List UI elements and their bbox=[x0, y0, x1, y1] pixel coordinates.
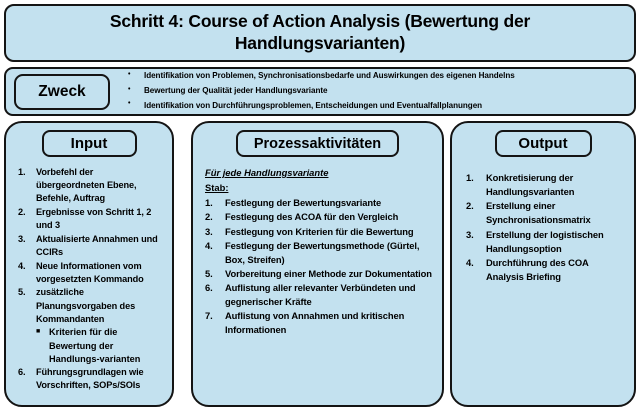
list-item-label: Vorbefehl der übergeordneten Ebene, Befehle, Auftrag bbox=[36, 167, 137, 204]
output-column bbox=[450, 121, 636, 407]
list-item-label: Festlegung der Bewertungsmethode (Gürtel, Box, Streifen) bbox=[225, 239, 420, 265]
list-marker: 2. bbox=[205, 211, 213, 223]
list-marker: 4. bbox=[205, 239, 213, 251]
list-item bbox=[12, 206, 166, 232]
list-item-label: Vorbereitung einer Methode zur Dokumentation bbox=[225, 267, 432, 279]
list-marker: 2. bbox=[466, 200, 474, 212]
purpose-bullet-list bbox=[110, 69, 634, 113]
purpose-section bbox=[4, 67, 636, 116]
list-item bbox=[199, 225, 436, 239]
list-item bbox=[12, 326, 166, 365]
list-item bbox=[458, 171, 628, 199]
purpose-label: Zweck bbox=[14, 74, 110, 110]
list-marker: 5. bbox=[205, 267, 213, 279]
list-item: • Bewertung der Qualität jeder Handlungsvariante bbox=[122, 84, 628, 99]
list-item bbox=[12, 233, 166, 259]
list-item-label: Führungsgrundlagen wie Vorschriften, SOPs/SOIs bbox=[36, 366, 144, 390]
list-marker: 3. bbox=[18, 233, 26, 244]
list-marker: 2. bbox=[18, 206, 26, 217]
list-marker: 4. bbox=[466, 256, 474, 268]
output-list bbox=[458, 171, 628, 284]
list-item-label: Kriterien für die Bewertung der Handlungs-varianten bbox=[49, 327, 141, 364]
list-item-label: Auflistung aller relevanter Verbündeten und gegnerischer Kräfte bbox=[225, 281, 416, 307]
list-item-label: Festlegung von Kriterien für die Bewertung bbox=[225, 225, 414, 237]
list-marker: 5. bbox=[18, 287, 26, 298]
list-item bbox=[12, 260, 166, 286]
list-item bbox=[12, 286, 166, 325]
list-item bbox=[12, 366, 166, 392]
list-item bbox=[199, 267, 436, 281]
list-item-label: Festlegung des ACOA für den Vergleich bbox=[225, 211, 399, 223]
list-item-label: Auflistung von Annahmen und kritischen Informationen bbox=[225, 309, 405, 335]
list-item bbox=[458, 228, 628, 256]
list-item-label: Erstellung der logistischen Handlungsoption bbox=[486, 228, 604, 254]
list-item bbox=[199, 210, 436, 224]
list-marker: 1. bbox=[18, 167, 26, 177]
list-item bbox=[458, 199, 628, 227]
list-marker: 7. bbox=[205, 309, 213, 321]
list-marker: 4. bbox=[18, 260, 26, 271]
page-title: Schritt 4: Course of Action Analysis (Bewertung der Handlungsvarianten) bbox=[109, 11, 531, 53]
process-subtitle: Für jede Handlungsvariante bbox=[205, 167, 329, 178]
process-list bbox=[199, 196, 436, 336]
list-marker: 3. bbox=[205, 225, 213, 237]
list-item-label: Festlegung der Bewertungsvariante bbox=[225, 197, 382, 209]
input-column-body bbox=[6, 157, 172, 392]
input-sublist bbox=[12, 326, 166, 365]
input-list bbox=[12, 166, 166, 326]
output-column-header: Output bbox=[495, 130, 592, 157]
process-group-label: Stab: bbox=[205, 181, 229, 193]
input-column-header: Input bbox=[42, 130, 137, 157]
list-marker: 6. bbox=[205, 281, 213, 293]
list-marker: 6. bbox=[18, 366, 26, 377]
process-column-body bbox=[193, 157, 442, 336]
list-item bbox=[199, 196, 436, 210]
title-banner bbox=[4, 4, 636, 62]
list-item-label: Erstellung einer Synchronisationsmatrix bbox=[486, 200, 591, 226]
list-item: • Identifikation von Durchführungsproblemen, Entscheidungen und Eventualfallplanungen bbox=[122, 99, 628, 114]
input-column bbox=[4, 121, 174, 407]
process-column-header: Prozessaktivitäten bbox=[236, 130, 399, 157]
process-column bbox=[191, 121, 444, 407]
list-item bbox=[458, 256, 628, 284]
list-item-label: Aktualisierte Annahmen und CCIRs bbox=[36, 233, 158, 257]
list-item-label: Durchführung des COA Analysis Briefing bbox=[486, 256, 589, 282]
list-marker: 3. bbox=[466, 228, 474, 240]
list-item: • Identifikation von Problemen, Synchronisationsbedarfe und Auswirkungen des eigenen Handelns bbox=[122, 69, 628, 84]
list-item bbox=[12, 166, 166, 205]
list-item-label: Ergebnisse von Schritt 1, 2 und 3 bbox=[36, 206, 152, 231]
list-item bbox=[199, 239, 436, 266]
output-column-body bbox=[452, 157, 634, 284]
list-marker: 1. bbox=[466, 172, 474, 183]
list-item-label: Konkretisierung der Handlungsvarianten bbox=[486, 172, 575, 197]
list-item bbox=[199, 309, 436, 336]
list-item bbox=[199, 281, 436, 308]
list-marker: 1. bbox=[205, 197, 213, 209]
input-list-continued bbox=[12, 366, 166, 392]
square-bullet-icon: ■ bbox=[36, 328, 41, 336]
list-item-label: zusätzliche Planungsvorgaben des Kommandanten bbox=[36, 287, 136, 324]
list-item-label: Neue Informationen vom vorgesetzten Kommando bbox=[36, 260, 144, 284]
